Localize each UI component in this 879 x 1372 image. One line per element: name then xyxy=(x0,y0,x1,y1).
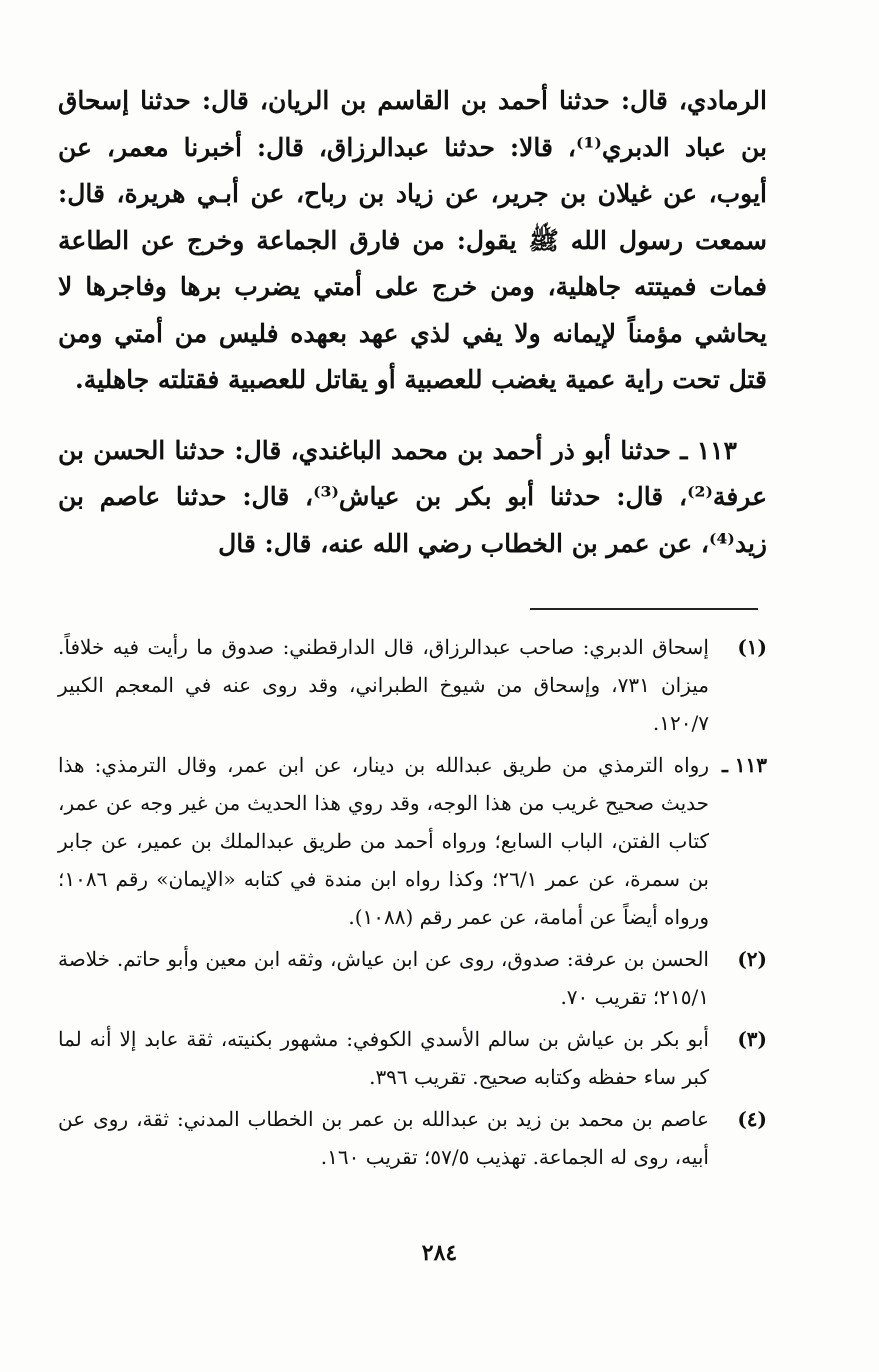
footnote-number: (٣) xyxy=(737,1027,767,1051)
footnote-1 xyxy=(58,628,767,742)
footnote-3 xyxy=(58,1020,767,1096)
footnote-number: (٢) xyxy=(737,947,767,971)
footnote-2 xyxy=(58,940,767,1016)
footnote-text: رواه الترمذي من طريق عبدالله بن دينار، عن ابن عمر، وقال الترمذي: هذا حديث صحيح غريب من هذا الوجه، وقد روي هذا الحديث من غير وجه عن عمر، كتاب الفتن، الباب السابع؛ ورواه أحمد من طريق عبدالملك بن عمير، عن جابر بن سمرة، عن عمر ٢٦/١؛ وكذا رواه ابن مندة في كتابه «الإيمان» رقم ١٠٨٦؛ ورواه أيضاً عن أمامة، عن عمر رقم (١٠٨٨). xyxy=(58,753,709,929)
page-number: ٢٨٤ xyxy=(421,1240,458,1266)
footnote-4 xyxy=(58,1100,767,1176)
footnote-number: (١) xyxy=(737,635,767,659)
footnote-number: (٤) xyxy=(737,1107,767,1131)
footnote-113 xyxy=(58,746,767,936)
footnote-text: الحسن بن عرفة: صدوق، روى عن ابن عياش، وثقه ابن معين وأبو حاتم. خلاصة ٢١٥/١؛ تقريب ٧٠. xyxy=(58,947,709,1009)
footnote-text: أبو بكر بن عياش بن سالم الأسدي الكوفي: مشهور بكنيته، ثقة عابد إلا أنه لما كبر ساء حفظه وكتابه صحيح. تقريب ٣٩٦. xyxy=(58,1027,709,1089)
hadith-113-paragraph: ١١٣ ـ حدثنا أبو ذر أحمد بن محمد الباغندي، قال: حدثنا الحسن بن عرفة⁽²⁾، قال: حدثنا أبو بكر بن عياش⁽³⁾، قال: حدثنا عاصم بن زيد⁽⁴⁾، عن عمر بن الخطاب رضي الله عنه، قال: قال xyxy=(58,435,767,558)
footnote-text: عاصم بن محمد بن زيد بن عبدالله بن عمر بن الخطاب المدني: ثقة، روى عن أبيه، روى له الجماعة. تهذيب ٥٧/٥؛ تقريب ١٦٠. xyxy=(58,1107,709,1169)
footnote-separator xyxy=(530,608,758,610)
footnote-text: إسحاق الدبري: صاحب عبدالرزاق، قال الدارقطني: صدوق ما رأيت فيه خلافاً. ميزان ٧٣١، وإسحاق من شيوخ الطبراني، وقد روى عنه في المعجم الكبير ١٢٠/٧. xyxy=(58,635,709,735)
footnotes xyxy=(58,628,767,1180)
main-text xyxy=(58,78,767,567)
main-paragraph-1: الرمادي، قال: حدثنا أحمد بن القاسم بن الريان، قال: حدثنا إسحاق بن عباد الدبري⁽¹⁾، قالا: حدثنا عبدالرزاق، قال: أخبرنا معمر، عن أيوب، عن غيلان بن جرير، عن زياد بن رباح، عن أبـي هريرة، قال: سمعت رسول الله ﷺ يقول: من فارق الجماعة وخرج عن الطاعة فمات فميتته جاهلية، ومن خرج على أمتي يضرب برها وفاجرها لا يحاشي مؤمناً لإيمانه ولا يفي لذي عهد بعهده فليس من أمتي ومن قتل تحت راية عمية يغضب للعصبية أو يقاتل للعصبية فقتلته جاهلية. xyxy=(58,86,767,394)
footnote-number: ١١٣ ـ xyxy=(721,753,767,777)
